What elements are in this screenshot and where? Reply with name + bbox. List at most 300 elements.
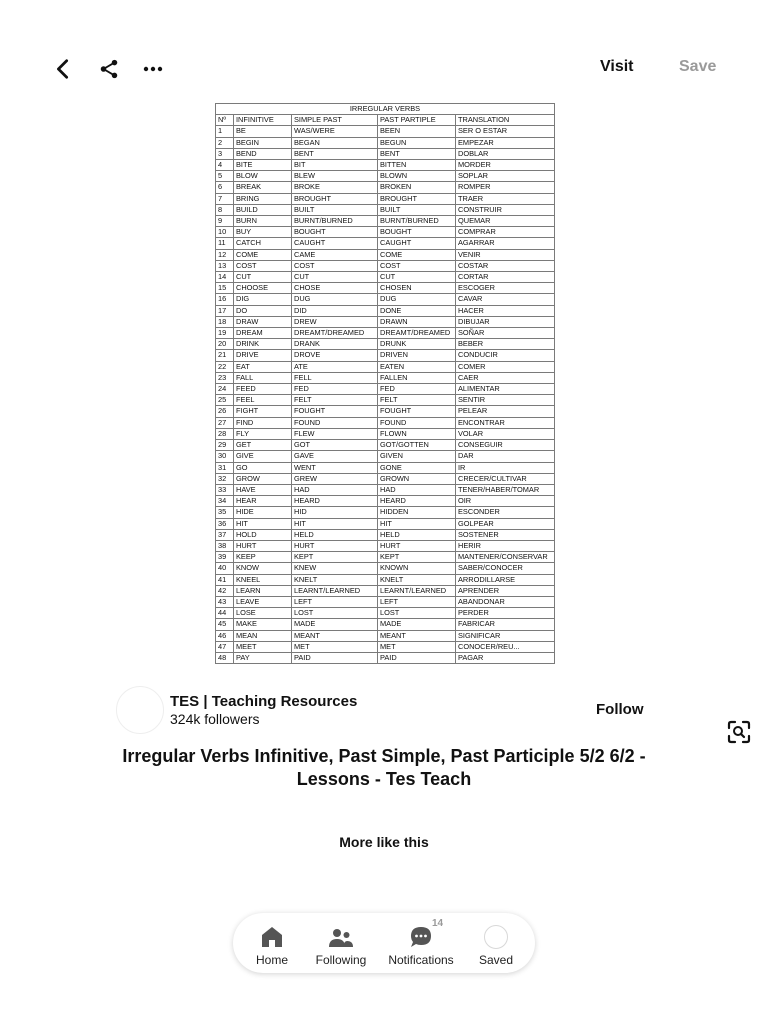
table-row (216, 440, 555, 451)
table-row (216, 182, 555, 193)
table-cell: 40 (216, 563, 234, 574)
table-cell: 31 (216, 462, 234, 473)
table-cell: LEARNT/LEARNED (378, 585, 456, 596)
table-cell: BROUGHT (378, 193, 456, 204)
table-cell: MADE (292, 619, 378, 630)
table-cell: DIBUJAR (456, 316, 555, 327)
creator-row (116, 686, 656, 736)
table-cell: BIT (292, 160, 378, 171)
table-cell: 24 (216, 384, 234, 395)
table-cell: GO (234, 462, 292, 473)
table-cell: 42 (216, 585, 234, 596)
table-cell: GOLPEAR (456, 518, 555, 529)
table-cell: 44 (216, 608, 234, 619)
table-cell: CAUGHT (378, 238, 456, 249)
table-row (216, 249, 555, 260)
table-cell: 48 (216, 652, 234, 663)
table-cell: CAER (456, 372, 555, 383)
table-cell: EATEN (378, 361, 456, 372)
more-options-button[interactable] (136, 52, 170, 86)
people-icon (328, 927, 354, 949)
table-cell: BENT (292, 148, 378, 159)
table-cell: COMPRAR (456, 227, 555, 238)
pin-title: Irregular Verbs Infinitive, Past Simple, Past Participle 5/2 6/2 - Lessons - Tes Teach (122, 746, 646, 789)
table-cell: FALLEN (378, 372, 456, 383)
table-cell: 15 (216, 283, 234, 294)
table-cell: DUG (292, 294, 378, 305)
table-cell: DONE (378, 305, 456, 316)
table-cell: SOÑAR (456, 328, 555, 339)
table-cell: SOPLAR (456, 171, 555, 182)
table-cell: TRAER (456, 193, 555, 204)
table-cell: DREW (292, 316, 378, 327)
table-cell: FOUGHT (378, 406, 456, 417)
table-cell: 35 (216, 507, 234, 518)
table-cell: FIGHT (234, 406, 292, 417)
table-cell: GET (234, 440, 292, 451)
table-cell: BURN (234, 216, 292, 227)
table-cell: HURT (378, 540, 456, 551)
table-row (216, 148, 555, 159)
table-cell: PERDER (456, 608, 555, 619)
table-cell: 39 (216, 552, 234, 563)
table-cell: WAS/WERE (292, 126, 378, 137)
table-cell: KEPT (378, 552, 456, 563)
table-cell: HACER (456, 305, 555, 316)
table-cell: HEAR (234, 496, 292, 507)
table-cell: LEFT (378, 596, 456, 607)
table-cell: LOST (292, 608, 378, 619)
table-cell: GIVEN (378, 451, 456, 462)
ellipsis-icon (142, 65, 164, 73)
table-row (216, 462, 555, 473)
table-cell: DAR (456, 451, 555, 462)
table-cell: COST (292, 260, 378, 271)
table-cell: 22 (216, 361, 234, 372)
table-cell: 45 (216, 619, 234, 630)
table-cell: DROVE (292, 350, 378, 361)
table-cell: BURNT/BURNED (378, 216, 456, 227)
table-cell: CUT (234, 272, 292, 283)
table-cell: BEND (234, 148, 292, 159)
table-cell: 3 (216, 148, 234, 159)
table-cell: APRENDER (456, 585, 555, 596)
table-row (216, 193, 555, 204)
table-row (216, 563, 555, 574)
table-cell: SOSTENER (456, 529, 555, 540)
nav-following-label: Following (315, 953, 367, 967)
table-cell: BUILT (292, 204, 378, 215)
table-cell: AGARRAR (456, 238, 555, 249)
table-cell: BENT (378, 148, 456, 159)
table-cell: LEARNT/LEARNED (292, 585, 378, 596)
table-cell: 47 (216, 641, 234, 652)
table-row (216, 339, 555, 350)
table-row (216, 417, 555, 428)
table-cell: MORDER (456, 160, 555, 171)
table-cell: ALIMENTAR (456, 384, 555, 395)
irregular-verbs-table (215, 103, 555, 664)
table-cell: 33 (216, 484, 234, 495)
table-row (216, 585, 555, 596)
table-cell: BITE (234, 160, 292, 171)
table-cell: KEEP (234, 552, 292, 563)
bottom-nav (233, 913, 535, 973)
table-cell: 9 (216, 216, 234, 227)
table-cell: COMER (456, 361, 555, 372)
table-cell: BLEW (292, 171, 378, 182)
table-row (216, 630, 555, 641)
table-body (216, 126, 555, 664)
table-cell: HAD (292, 484, 378, 495)
table-header-cell: Nº (216, 115, 234, 126)
table-cell: MADE (378, 619, 456, 630)
table-cell: ATE (292, 361, 378, 372)
table-cell: FOUGHT (292, 406, 378, 417)
table-cell: DRANK (292, 339, 378, 350)
table-cell: 41 (216, 574, 234, 585)
table-cell: HID (292, 507, 378, 518)
table-cell: HELD (292, 529, 378, 540)
table-cell: GOT/GOTTEN (378, 440, 456, 451)
table-cell: ROMPER (456, 182, 555, 193)
table-cell: WENT (292, 462, 378, 473)
table-cell: BEGIN (234, 137, 292, 148)
table-cell: MANTENER/CONSERVAR (456, 552, 555, 563)
table-cell: PAY (234, 652, 292, 663)
table-cell: FALL (234, 372, 292, 383)
table-cell: KNEEL (234, 574, 292, 585)
table-cell: FELT (378, 395, 456, 406)
table-cell: HIDDEN (378, 507, 456, 518)
table-row (216, 451, 555, 462)
table-row (216, 361, 555, 372)
table-cell: PAID (292, 652, 378, 663)
table-cell: ARRODILLARSE (456, 574, 555, 585)
table-cell: 14 (216, 272, 234, 283)
table-row (216, 428, 555, 439)
table-cell: FIND (234, 417, 292, 428)
table-cell: FELT (292, 395, 378, 406)
table-row (216, 227, 555, 238)
table-row (216, 619, 555, 630)
share-icon (98, 58, 120, 80)
table-cell: BOUGHT (292, 227, 378, 238)
table-cell: DREAM (234, 328, 292, 339)
table-cell: KNELT (292, 574, 378, 585)
table-cell: CRECER/CULTIVAR (456, 473, 555, 484)
table-cell: GOT (292, 440, 378, 451)
table-row (216, 216, 555, 227)
table-cell: CONSTRUIR (456, 204, 555, 215)
share-button[interactable] (92, 52, 126, 86)
table-cell: BOUGHT (378, 227, 456, 238)
table-title: IRREGULAR VERBS (216, 104, 555, 115)
table-cell: 29 (216, 440, 234, 451)
table-row (216, 260, 555, 271)
table-cell: TENER/HABER/TOMAR (456, 484, 555, 495)
table-cell: CONSEGUIR (456, 440, 555, 451)
table-cell: DREAMT/DREAMED (292, 328, 378, 339)
table-cell: LEAVE (234, 596, 292, 607)
chat-bubble-icon (409, 925, 433, 949)
table-cell: GIVE (234, 451, 292, 462)
table-cell: BEGUN (378, 137, 456, 148)
table-cell: COME (378, 249, 456, 260)
table-cell: HIT (292, 518, 378, 529)
table-cell: BEGAN (292, 137, 378, 148)
table-cell: MAKE (234, 619, 292, 630)
table-cell: MEAN (234, 630, 292, 641)
table-row (216, 272, 555, 283)
table-cell: FED (378, 384, 456, 395)
table-cell: ENCONTRAR (456, 417, 555, 428)
table-cell: MET (378, 641, 456, 652)
table-row (216, 350, 555, 361)
table-cell: COST (378, 260, 456, 271)
table-cell: QUEMAR (456, 216, 555, 227)
table-cell: 6 (216, 182, 234, 193)
table-cell: 38 (216, 540, 234, 551)
table-cell: DRINK (234, 339, 292, 350)
more-like-this-heading: More like this (339, 834, 429, 850)
table-row (216, 406, 555, 417)
nav-home-label: Home (255, 953, 288, 967)
table-row (216, 552, 555, 563)
table-cell: BEBER (456, 339, 555, 350)
profile-avatar-icon (484, 925, 508, 949)
table-cell: EMPEZAR (456, 137, 555, 148)
table-cell: 43 (216, 596, 234, 607)
table-cell: 28 (216, 428, 234, 439)
table-cell: 25 (216, 395, 234, 406)
table-cell: BUILD (234, 204, 292, 215)
creator-avatar[interactable] (116, 686, 164, 734)
nav-following[interactable] (311, 921, 371, 967)
table-row (216, 574, 555, 585)
table-row (216, 384, 555, 395)
table-row (216, 238, 555, 249)
table-row (216, 496, 555, 507)
table-cell: MEANT (292, 630, 378, 641)
table-header-cell: INFINITIVE (234, 115, 292, 126)
table-cell: FOUND (378, 417, 456, 428)
table-cell: 36 (216, 518, 234, 529)
table-cell: CUT (292, 272, 378, 283)
nav-notifications[interactable] (381, 921, 461, 967)
save-button[interactable]: Save (679, 58, 717, 75)
table-cell: DIG (234, 294, 292, 305)
table-cell: 26 (216, 406, 234, 417)
table-row (216, 283, 555, 294)
table-cell: BUILT (378, 204, 456, 215)
table-cell: BLOWN (378, 171, 456, 182)
table-cell: 37 (216, 529, 234, 540)
table-cell: FED (292, 384, 378, 395)
table-row (216, 540, 555, 551)
table-cell: GONE (378, 462, 456, 473)
table-cell: FEED (234, 384, 292, 395)
table-cell: LOSE (234, 608, 292, 619)
table-cell: PAID (378, 652, 456, 663)
table-cell: ABANDONAR (456, 596, 555, 607)
table-cell: LEFT (292, 596, 378, 607)
table-cell: HIDE (234, 507, 292, 518)
table-cell: CHOOSE (234, 283, 292, 294)
table-cell: IR (456, 462, 555, 473)
table-cell: KNOW (234, 563, 292, 574)
table-header-cell: PAST PARTIPLE (378, 115, 456, 126)
table-cell: HEARD (292, 496, 378, 507)
table-row (216, 160, 555, 171)
table-cell: MEANT (378, 630, 456, 641)
nav-saved-label: Saved (478, 953, 514, 967)
table-cell: PELEAR (456, 406, 555, 417)
table-cell: HURT (234, 540, 292, 551)
visit-button[interactable]: Visit (600, 58, 634, 75)
table-cell: HERIR (456, 540, 555, 551)
table-row (216, 484, 555, 495)
table-cell: GROWN (378, 473, 456, 484)
table-row (216, 529, 555, 540)
visual-search-button[interactable] (724, 717, 754, 747)
table-cell: MET (292, 641, 378, 652)
table-cell: 2 (216, 137, 234, 148)
table-cell: CONOCER/REU... (456, 641, 555, 652)
visual-search-hit-area[interactable] (509, 614, 539, 644)
table-cell: 21 (216, 350, 234, 361)
visual-search-icon (727, 720, 751, 744)
table-cell: 4 (216, 160, 234, 171)
table-cell: BROKEN (378, 182, 456, 193)
table-row (216, 305, 555, 316)
table-cell: 5 (216, 171, 234, 182)
nav-home[interactable] (247, 921, 297, 967)
table-cell: 1 (216, 126, 234, 137)
table-cell: 46 (216, 630, 234, 641)
table-cell: CAVAR (456, 294, 555, 305)
table-cell: GREW (292, 473, 378, 484)
table-cell: COST (234, 260, 292, 271)
table-cell: PAGAR (456, 652, 555, 663)
table-cell: FLEW (292, 428, 378, 439)
table-cell: DREAMT/DREAMED (378, 328, 456, 339)
table-row (216, 328, 555, 339)
nav-notifications-label: Notifications (388, 953, 454, 967)
creator-name[interactable]: TES | Teaching Resources (170, 693, 358, 710)
table-row (216, 608, 555, 619)
table-cell: CUT (378, 272, 456, 283)
table-cell: 16 (216, 294, 234, 305)
table-cell: BURNT/BURNED (292, 216, 378, 227)
table-row (216, 204, 555, 215)
table-cell: CORTAR (456, 272, 555, 283)
back-button[interactable] (46, 52, 80, 86)
table-cell: GROW (234, 473, 292, 484)
table-cell: DO (234, 305, 292, 316)
table-cell: SABER/CONOCER (456, 563, 555, 574)
table-cell: 17 (216, 305, 234, 316)
table-cell: ESCONDER (456, 507, 555, 518)
table-cell: DOBLAR (456, 148, 555, 159)
table-cell: BE (234, 126, 292, 137)
table-cell: OIR (456, 496, 555, 507)
table-header-cell: TRANSLATION (456, 115, 555, 126)
pin-image[interactable] (215, 103, 554, 662)
table-cell: LOST (378, 608, 456, 619)
table-cell: HIT (234, 518, 292, 529)
table-row (216, 137, 555, 148)
table-cell: HOLD (234, 529, 292, 540)
table-cell: FELL (292, 372, 378, 383)
table-cell: BRING (234, 193, 292, 204)
table-cell: KNEW (292, 563, 378, 574)
home-icon (260, 925, 284, 949)
table-cell: 30 (216, 451, 234, 462)
table-cell: 11 (216, 238, 234, 249)
table-row (216, 596, 555, 607)
table-cell: 7 (216, 193, 234, 204)
table-cell: BREAK (234, 182, 292, 193)
table-cell: DRIVEN (378, 350, 456, 361)
table-cell: 13 (216, 260, 234, 271)
table-cell: HELD (378, 529, 456, 540)
table-header-row (216, 115, 555, 126)
table-cell: DRUNK (378, 339, 456, 350)
table-cell: LEARN (234, 585, 292, 596)
table-header-cell: SIMPLE PAST (292, 115, 378, 126)
table-cell: CATCH (234, 238, 292, 249)
table-cell: BEEN (378, 126, 456, 137)
table-cell: FLY (234, 428, 292, 439)
table-cell: EAT (234, 361, 292, 372)
table-cell: DRAWN (378, 316, 456, 327)
table-cell: CHOSE (292, 283, 378, 294)
table-cell: HAD (378, 484, 456, 495)
table-cell: FABRICAR (456, 619, 555, 630)
table-cell: 8 (216, 204, 234, 215)
table-cell: SIGNIFICAR (456, 630, 555, 641)
table-row (216, 294, 555, 305)
table-cell: BROUGHT (292, 193, 378, 204)
creator-followers: 324k followers (170, 711, 260, 727)
table-cell: 34 (216, 496, 234, 507)
table-cell: 27 (216, 417, 234, 428)
table-cell: 12 (216, 249, 234, 260)
table-cell: COSTAR (456, 260, 555, 271)
table-row (216, 473, 555, 484)
table-row (216, 316, 555, 327)
top-bar (0, 40, 768, 96)
table-cell: HEARD (378, 496, 456, 507)
table-row (216, 518, 555, 529)
table-cell: CHOSEN (378, 283, 456, 294)
table-row (216, 652, 555, 663)
table-cell: HAVE (234, 484, 292, 495)
table-cell: 20 (216, 339, 234, 350)
follow-button[interactable]: Follow (596, 701, 644, 718)
table-cell: 32 (216, 473, 234, 484)
table-cell: GAVE (292, 451, 378, 462)
table-row (216, 507, 555, 518)
table-cell: 18 (216, 316, 234, 327)
table-cell: SER O ESTAR (456, 126, 555, 137)
table-cell: CAME (292, 249, 378, 260)
table-cell: KNELT (378, 574, 456, 585)
table-cell: CAUGHT (292, 238, 378, 249)
table-cell: KNOWN (378, 563, 456, 574)
nav-saved[interactable] (469, 921, 523, 967)
